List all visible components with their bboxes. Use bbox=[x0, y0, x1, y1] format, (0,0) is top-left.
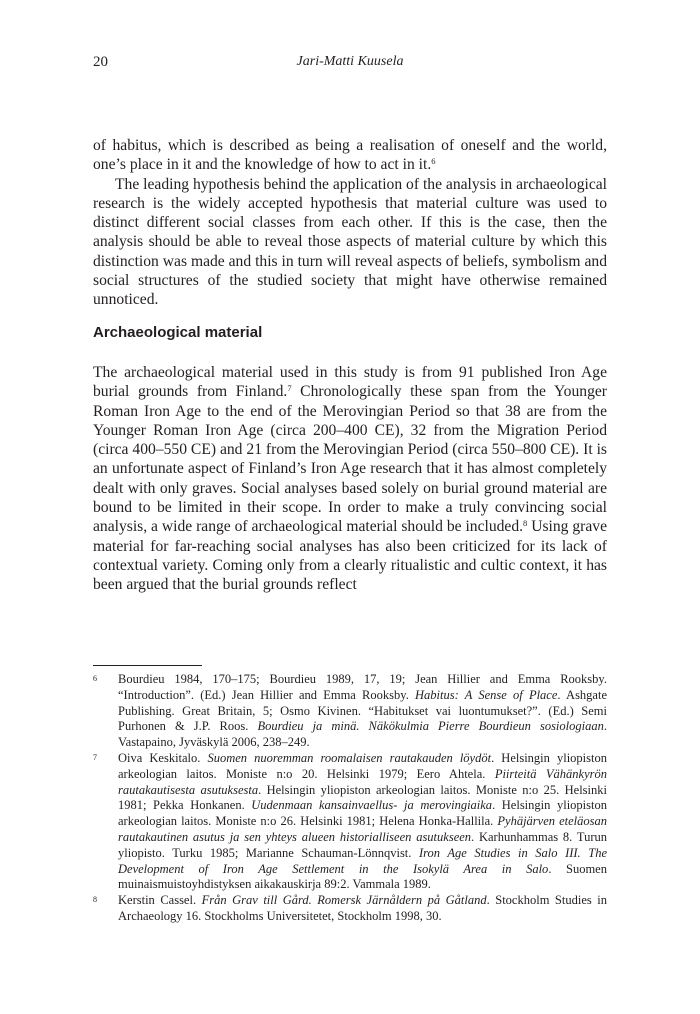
page-number: 20 bbox=[93, 54, 108, 70]
footnote-title: Piirteitä Vähänkyrön rautakautisesta asutuksesta bbox=[118, 766, 607, 797]
footnote-text: . Helsingin yliopiston arkeologian laitos. Moniste n:o 20. Helsinki 1979; Eero Ahtela. bbox=[118, 750, 607, 781]
footnote-text: . Helsingin yliopiston arkeologian laitos. Moniste n:o 25. Helsinki 1981; Pekka Honkanen. bbox=[118, 782, 607, 813]
footnote-title: Från Grav till Gård. Romersk Järnåldern på Gåtland bbox=[201, 893, 487, 908]
footnote-ref[interactable]: 8 bbox=[523, 518, 528, 529]
footnote-8 bbox=[93, 893, 607, 925]
paragraph-text: Chronologically these span from the Younger Roman Iron Age to the end of the Merovingian Period so that 38 are from the Younger Roman Iron Age (circa 200–400 CE), 32 from the Migration Period (circa 400–550 CE) and 21 from the Merovingian Period (circa 550–800 CE). It is an unfortunate aspect of Finland’s Iron Age research that it has almost completely dealt with only graves. Social analyses based solely on burial ground material are bound to be limited in their scope. In order to make a truly convincing social analysis, a wide range of archaeological material should be included. bbox=[93, 383, 607, 536]
running-header bbox=[93, 54, 607, 74]
paragraph: The leading hypothesis behind the application of the analysis in archaeological research is the widely accepted hypothesis that material culture was used to distinct different social classes from each other. If this is the case, then the analysis should be able to reveal those aspects of material culture by which this distinction was made and this in turn will reveal aspects of beliefs, symbolism and social structures of the studied society that might have otherwise remained unnoticed. bbox=[93, 175, 607, 309]
footnote-title: Bourdieu ja minä. Näkökulmia Pierre Bourdieun sosiologiaan bbox=[257, 719, 604, 734]
paragraph bbox=[93, 136, 607, 175]
footnote-text: . Stockholm Studies in Archaeology 16. Stockholms Universitetet, Stockholm 1998, 30. bbox=[118, 893, 607, 923]
footnote-7 bbox=[93, 751, 607, 893]
footnote-divider bbox=[93, 665, 202, 666]
footnote-title: Suomen nuoremman roomalaisen rautakauden löydöt bbox=[207, 750, 492, 765]
footnote-number: 6 bbox=[93, 674, 97, 683]
footnote-text: . Helsingin yliopiston arkeologian laitos. Moniste n:o 26. Helsinki 1981; Helena Honka-Hallila. bbox=[118, 798, 607, 829]
footnote-text: Kerstin Cassel. bbox=[118, 893, 202, 908]
footnote-title: Iron Age Studies in Salo III. The Development of Iron Age Settlement in the Isokylä Area in Salo bbox=[118, 845, 607, 876]
footnote-text: Bourdieu 1984, 170–175; Bourdieu 1989, 17, 19; Jean Hillier and Emma Rooksby. “Introduction”. (Ed.) Jean Hillier and Emma Rooksby. bbox=[118, 672, 607, 702]
footnote-text: Oiva Keskitalo. bbox=[118, 750, 208, 765]
section-heading: Archaeological material bbox=[93, 324, 263, 341]
footnotes bbox=[93, 672, 607, 925]
running-title: Jari-Matti Kuusela bbox=[296, 54, 404, 69]
paragraph bbox=[93, 363, 607, 595]
footnote-ref[interactable]: 6 bbox=[431, 156, 436, 167]
footnote-title: Uudenmaan kansainvaellus- ja merovingiaika bbox=[251, 798, 493, 813]
footnote-text: . Karhunhammas 8. Turun yliopisto. Turku 1985; Marianne Schauman-Lönnqvist. bbox=[118, 829, 607, 860]
paragraph-text: The archaeological material used in this study is from 91 published Iron Age burial grounds from Finland. bbox=[93, 364, 607, 401]
paragraph-text: of habitus, which is described as being a realisation of oneself and the world, one’s place in it and the knowledge of how to act in it. bbox=[93, 137, 607, 174]
footnote-text: . Ashgate Publishing. Great Britain, 5; Osmo Kivinen. “Habitukset vai luontumukset?”. (Ed.) Semi Purhonen & J.P. Roos. bbox=[118, 687, 608, 734]
intro-text bbox=[93, 136, 607, 310]
footnote-6 bbox=[93, 672, 607, 751]
section-text bbox=[93, 363, 607, 595]
footnote-title: Pyhäjärven eteläosan rautakautinen asutus ja sen yhteys alueen historialliseen asutukseen bbox=[118, 814, 607, 844]
footnote-text: . Vastapaino, Jyväskylä 2006, 238–249. bbox=[118, 719, 607, 750]
footnote-title: Habitus: A Sense of Place bbox=[415, 687, 558, 702]
footnote-number: 8 bbox=[93, 895, 97, 905]
footnote-number: 7 bbox=[93, 752, 97, 762]
paragraph-text: Using grave material for far-reaching social analyses has also been criticized for its lack of contextual variety. Coming only from a clearly ritualistic and cultic context, it has been argued that the burial grounds reflect bbox=[93, 518, 607, 594]
footnote-text: . Suomen muinaismuistoyhdistyksen aikakauskirja 89:2. Vammala 1989. bbox=[118, 861, 607, 892]
footnote-ref[interactable]: 7 bbox=[287, 383, 292, 394]
